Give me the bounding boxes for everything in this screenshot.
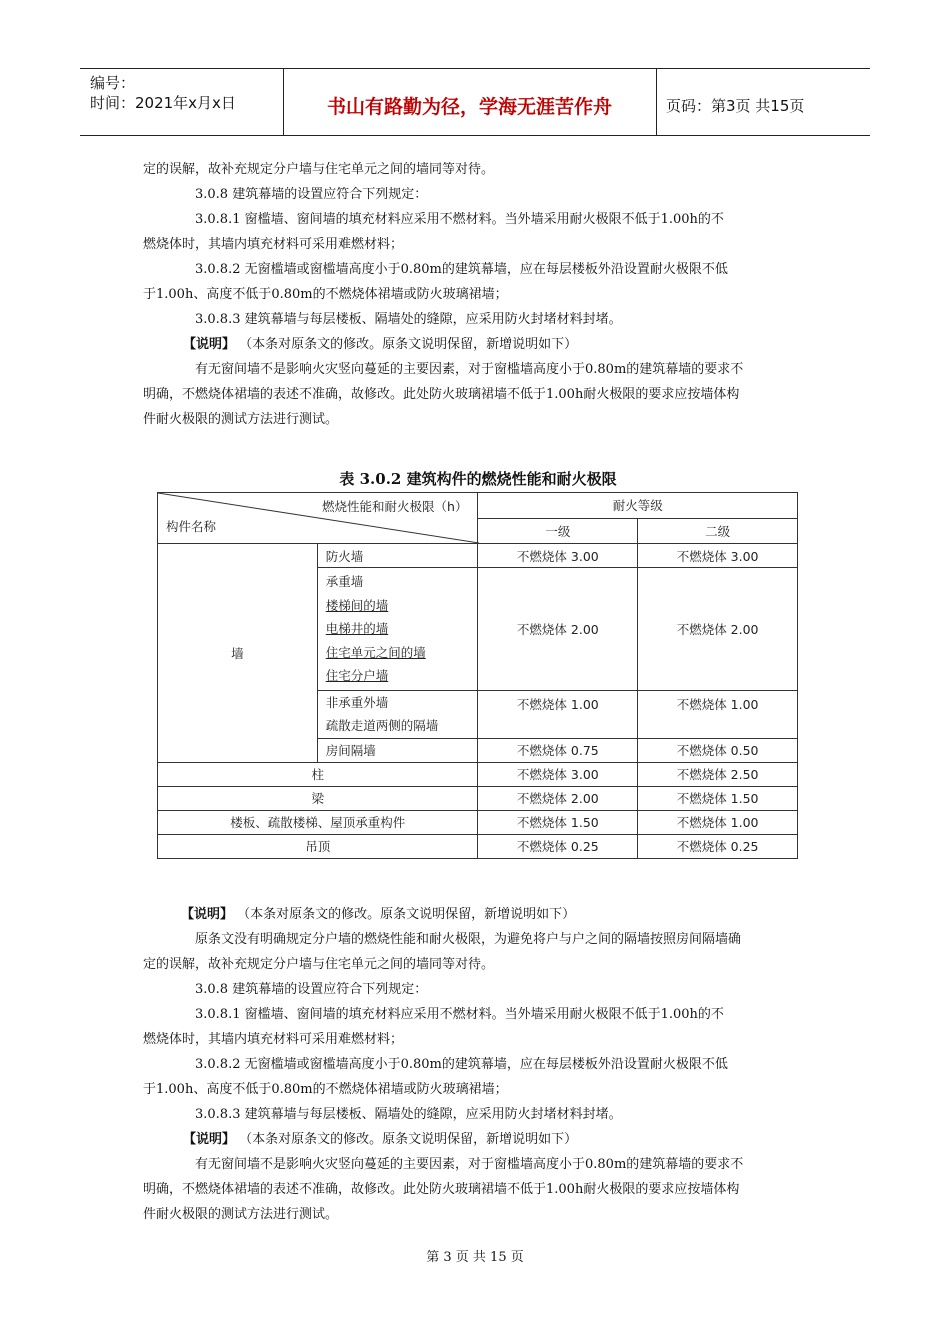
header-performance-label: 燃烧性能和耐火极限（h）	[322, 499, 468, 514]
header-motto: 书山有路勤为径，学海无涯苦作舟	[326, 96, 612, 118]
note-text: （本条对原条文的修改。原条文说明保留，新增说明如下）	[239, 1132, 578, 1147]
note-label: 【说明】	[183, 337, 236, 352]
header-divider	[656, 68, 657, 136]
header-fire-grade: 耐火等级	[478, 493, 798, 519]
clause-3-0-8-1: 3.0.8.1 窗槛墙、窗间墙的填充材料应采用不燃材料。当外墙采用耐火极限不低于1.00h的不	[195, 212, 724, 227]
cell-value: 不燃烧体 2.00	[478, 568, 638, 691]
clause-3-0-8: 3.0.8 建筑幕墙的设置应符合下列规定：	[195, 187, 428, 202]
cell-value: 不燃烧体 1.00	[638, 690, 798, 738]
nonbearing-wall-item: 非承重外墙	[325, 694, 389, 710]
row-beam: 梁	[158, 786, 478, 810]
document-number-label: 编号：	[90, 74, 136, 92]
row-column: 柱	[158, 762, 478, 786]
bearing-wall-item: 住宅分户墙	[325, 668, 389, 683]
clause-3-0-8-1: 3.0.8.1 窗槛墙、窗间墙的填充材料应采用不燃材料。当外墙采用耐火极限不低于1.00h的不	[195, 1007, 724, 1022]
cell-value: 不燃烧体 0.75	[478, 738, 638, 762]
header-bottom-rule	[80, 135, 870, 136]
bearing-wall-item: 承重墙	[325, 574, 364, 589]
header-component-label: 构件名称	[166, 519, 217, 534]
cell-value: 不燃烧体 3.00	[638, 544, 798, 568]
explanation-line: 件耐火极限的测试方法进行测试。	[143, 1207, 339, 1222]
note-line	[143, 333, 845, 358]
bearing-wall-item: 住宅单元之间的墙	[325, 644, 426, 660]
cell-value: 不燃烧体 1.00	[638, 810, 798, 834]
clause-3-0-8-1-cont: 燃烧体时，其墙内填充材料可采用难燃材料；	[143, 1032, 404, 1047]
explanation-line: 定的误解，故补充规定分户墙与住宅单元之间的墙同等对待。	[143, 957, 495, 972]
header-grade-1: 一级	[478, 518, 638, 544]
cell-value: 不燃烧体 1.50	[638, 786, 798, 810]
nonbearing-wall-item: 疏散走道两侧的隔墙	[325, 718, 439, 733]
note-text: （本条对原条文的修改。原条文说明保留，新增说明如下）	[239, 337, 578, 352]
explanation-line: 有无窗间墙不是影响火灾竖向蔓延的主要因素，对于窗槛墙高度小于0.80m的建筑幕墙的要求不	[195, 362, 744, 377]
cell-value: 不燃烧体 0.25	[638, 834, 798, 858]
clause-3-0-8-2: 3.0.8.2 无窗槛墙或窗槛墙高度小于0.80m的建筑幕墙，应在每层楼板外沿设置耐火极限不低	[195, 262, 728, 277]
header-page-label: 页码：第3页 共15页	[666, 97, 805, 115]
cell-value: 不燃烧体 3.00	[478, 544, 638, 568]
header-top-rule	[80, 68, 870, 69]
clause-3-0-8-1-cont: 燃烧体时，其墙内填充材料可采用难燃材料；	[143, 237, 404, 252]
cell-value: 不燃烧体 3.00	[478, 762, 638, 786]
table-diagonal-header	[158, 493, 478, 544]
row-bearing-walls	[317, 568, 478, 691]
bearing-wall-item: 楼梯间的墙	[325, 597, 389, 613]
explanation-line: 明确，不燃烧体裙墙的表述不准确，故修改。此处防火玻璃裙墙不低于1.00h耐火极限的要求应按墙体构	[143, 387, 740, 402]
note-label: 【说明】	[183, 1132, 236, 1147]
cell-value: 不燃烧体 0.25	[478, 834, 638, 858]
clause-3-0-8-2-cont: 于1.00h、高度不低于0.80m的不燃烧体裙墙或防火玻璃裙墙；	[143, 1082, 508, 1097]
table-caption: 表 3.0.2 建筑构件的燃烧性能和耐火极限	[339, 470, 617, 488]
explanation-line: 明确，不燃烧体裙墙的表述不准确，故修改。此处防火玻璃裙墙不低于1.00h耐火极限的要求应按墙体构	[143, 1182, 740, 1197]
bearing-wall-item: 电梯井的墙	[325, 621, 389, 636]
paragraph-line: 定的误解，故补充规定分户墙与住宅单元之间的墙同等对待。	[143, 162, 495, 177]
header-grade-2: 二级	[638, 518, 798, 544]
row-partition: 房间隔墙	[317, 738, 478, 762]
cell-value: 不燃烧体 1.50	[478, 810, 638, 834]
row-ceiling: 吊顶	[158, 834, 478, 858]
cell-value: 不燃烧体 1.00	[478, 690, 638, 738]
explanation-line: 件耐火极限的测试方法进行测试。	[143, 412, 339, 427]
document-time-label: 时间：2021年x月x日	[90, 94, 236, 112]
note-text: （本条对原条文的修改。原条文说明保留，新增说明如下）	[237, 907, 576, 922]
cell-value: 不燃烧体 2.00	[638, 568, 798, 691]
fire-resistance-table	[157, 492, 798, 859]
note-label: 【说明】	[181, 907, 234, 922]
clause-3-0-8: 3.0.8 建筑幕墙的设置应符合下列规定：	[195, 982, 428, 997]
clause-3-0-8-3: 3.0.8.3 建筑幕墙与每层楼板、隔墙处的缝隙，应采用防火封堵材料封堵。	[195, 312, 622, 327]
note-line	[143, 1128, 845, 1153]
clause-3-0-8-3: 3.0.8.3 建筑幕墙与每层楼板、隔墙处的缝隙，应采用防火封堵材料封堵。	[195, 1107, 622, 1122]
clause-3-0-8-2: 3.0.8.2 无窗槛墙或窗槛墙高度小于0.80m的建筑幕墙，应在每层楼板外沿设置耐火极限不低	[195, 1057, 728, 1072]
explanation-line: 原条文没有明确规定分户墙的燃烧性能和耐火极限，为避免将户与户之间的隔墙按照房间隔墙确	[195, 932, 742, 947]
cell-value: 不燃烧体 2.50	[638, 762, 798, 786]
cell-value: 不燃烧体 2.00	[478, 786, 638, 810]
row-floor: 楼板、疏散楼梯、屋顶承重构件	[158, 810, 478, 834]
row-wall-label: 墙	[158, 544, 318, 763]
note-line	[143, 903, 843, 928]
page-footer: 第 3 页 共 15 页	[426, 1250, 524, 1265]
row-firewall: 防火墙	[317, 544, 478, 568]
cell-value: 不燃烧体 0.50	[638, 738, 798, 762]
clause-3-0-8-2-cont: 于1.00h、高度不低于0.80m的不燃烧体裙墙或防火玻璃裙墙；	[143, 287, 508, 302]
explanation-line: 有无窗间墙不是影响火灾竖向蔓延的主要因素，对于窗槛墙高度小于0.80m的建筑幕墙的要求不	[195, 1157, 744, 1172]
row-nonbearing-walls	[317, 690, 478, 738]
